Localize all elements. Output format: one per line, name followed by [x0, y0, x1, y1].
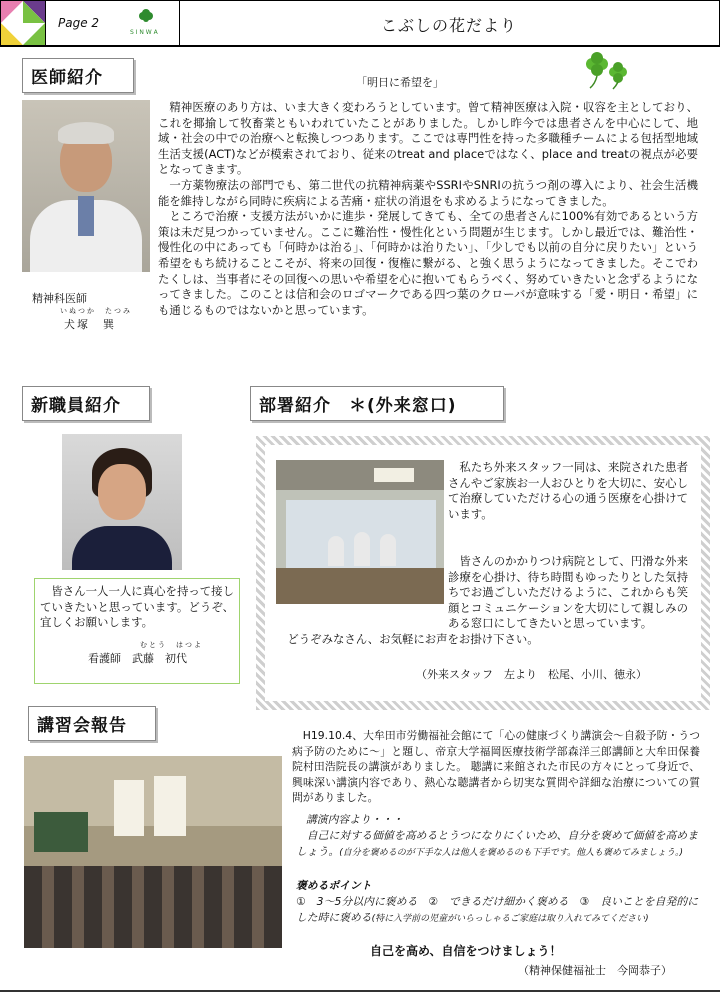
new-staff-section-label: 新職員紹介 — [22, 386, 150, 421]
corner-logo — [1, 1, 46, 45]
department-paragraph-2: 皆さんのかかりつけ病院として、円滑な外来診療を心掛け、待ち時間もゆったりとした気持ちでお過ごしいただけるように、これからも笑顔とコミュニケーションを大切にして親しみのある窓口にしてきたいと思っています。 — [448, 554, 688, 631]
clover-logo-icon — [134, 9, 158, 27]
lecture-quote — [296, 828, 698, 861]
department-text-top — [448, 460, 688, 522]
corner-triangles-icon — [1, 1, 45, 45]
page-header — [0, 0, 720, 47]
doctor-photo — [22, 100, 150, 272]
doctor-section-label: 医師紹介 — [22, 58, 134, 93]
lecture-quote-main: 自己に対する価値を高めるとうつになりにくいため、自分を褒めて価値を高めましょう。 — [296, 829, 698, 858]
four-leaf-clover-icon — [580, 52, 630, 90]
lecture-intro: H19.10.4、大牟田市労働福祉会館にて「心の健康づくり講演会～自殺予防・うつ病予防のために～」と題し、帝京大学福岡医療技術学部森洋三郎講師と大牟田保養院村田浩院長の講演がありました。 聴講に来館された市民の方々にとって身近で、興味深い講演内容であり、熱心な聴講者から切実な質問や詳細な治療についての質問がありました。 — [292, 729, 700, 805]
department-paragraph-1: 私たち外来スタッフ一同は、来院された患者さんやご家族お一人おひとりを大切に、安心して治療していただける心の通う医療を心掛けています。 — [448, 460, 688, 521]
doctor-role: 精神科医師 — [32, 292, 87, 305]
lecture-content-label: 講演内容より・・・ — [306, 813, 404, 826]
lecture-points-note: (特に入学前の児童がいらっしゃるご家庭は取り入れてみてください) — [371, 913, 649, 924]
lecture-author: （精神保健福祉士 今岡恭子） — [518, 964, 672, 977]
new-staff-signature: 看護師 武藤 初代 — [88, 652, 187, 665]
lecture-photo — [24, 756, 282, 948]
lecture-points-text: ① 3～5分以内に褒める ② できるだけ細かく褒める ③ 良いことを自発的にした時に褒める — [296, 895, 698, 924]
page-label-cell — [46, 1, 180, 45]
page-label: Page 2 — [58, 16, 100, 30]
department-caption: （外来スタッフ 左より 松尾、小川、徳永） — [416, 668, 647, 681]
newsletter-title: こぶしの花だより — [380, 16, 517, 35]
doctor-name: 犬塚 巽 — [64, 318, 116, 331]
lecture-quote-note: (自分を褒めるのが下手な人は他人を褒めるのも下手です。他人も褒めてみましょう。) — [339, 847, 683, 858]
new-staff-message: 皆さん一人一人に真心を持って接していきたいと思っています。どうぞ、宜しくお願いします。 — [40, 584, 234, 630]
lecture-section-label: 講習会報告 — [28, 706, 156, 741]
lecture-points-label: 褒めるポイント — [296, 879, 372, 892]
doctor-article — [158, 100, 698, 318]
lecture-closing: 自己を高め、自信をつけましょう！ — [370, 944, 562, 958]
doctor-paragraph-3: ところで治療・支援方法がいかに進歩・発展してきても、全ての患者さんに100%有効であるという方策は未だ見つかっていません。ここに難治性・慢性化という問題が生じます。しかし最近では、難治性・慢性化の中にあっても「何時かは治る」、「何時かは治りたい」、「少しでも以前の自分に戻りたい」という希望をもち続けることこそが、将来の回復・復権に繋がる、と強く思うようになってきました。そこでわたくしは、当事者にその回復への思いや希望を心に抱いてもらうべく、努めていきたいと念ずるようになってきました。このことは信和会のロゴマークである四つ葉のクローバが意味する「愛・明日・希望」にも通じるものではないかと思っています。 — [158, 209, 698, 317]
department-paragraph-3: どうぞみなさん、お気軽にお声をお掛け下さい。 — [287, 631, 539, 646]
bottom-rule — [0, 990, 720, 992]
logo-text: S I N W A — [130, 29, 158, 36]
doctor-paragraph-1: 精神医療のあり方は、いま大きく変わろうとしています。曾て精神医療は入院・収容を主としており、これを揶揄して牧畜業ともいわれていたことがありました。しかし昨今では患者さんを中心にして、地域・社会の中での治療へと転換しつつあります。ここでは専門性を持った多職種チームによる包括型地域生活支援(ACT)などが模索されており、従来のtreat and placeではなく、place and treatの視点が必要となってきます。 — [158, 100, 698, 177]
new-staff-photo — [62, 434, 182, 570]
new-staff-ruby: むとう はつよ — [140, 641, 203, 649]
doctor-paragraph-2: 一方薬物療法の部門でも、第二世代の抗精神病薬やSSRIやSNRIの抗うつ剤の導入により、社会生活機能を維持しながら同時に疾病による苦痛・症状の消退をも求めるようになってきました。 — [158, 177, 698, 208]
doctor-name-ruby: いぬつか たつみ — [60, 307, 132, 315]
department-section-label: 部署紹介 ＊(外来窓口) — [250, 386, 504, 421]
doctor-heading: 「明日に希望を」 — [356, 76, 444, 89]
lecture-points — [296, 894, 698, 927]
department-text-rest — [276, 554, 688, 648]
